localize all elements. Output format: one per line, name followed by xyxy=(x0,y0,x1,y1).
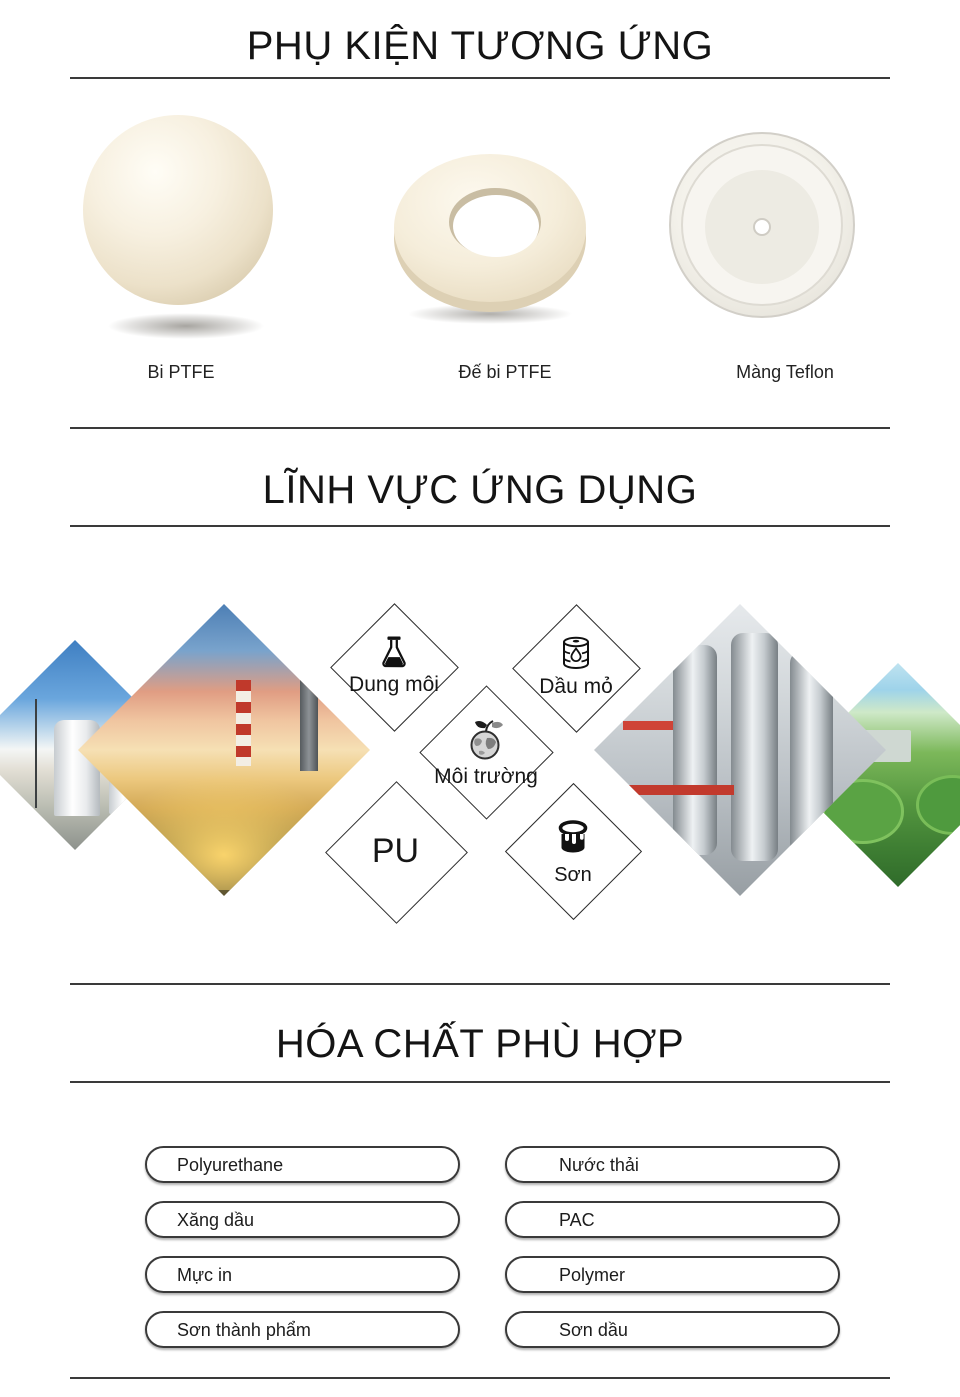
gray-chimney-shape xyxy=(300,651,318,771)
lawn-circle-shape xyxy=(916,775,960,835)
application-label: Dung môi xyxy=(349,673,439,697)
storage-tank-shape xyxy=(54,720,100,817)
chemical-pill-son-dau: Sơn dầu xyxy=(505,1311,840,1348)
teflon-diaphragm-image xyxy=(667,130,857,320)
chemical-pill-nuoc-thai: Nước thải xyxy=(505,1146,840,1183)
chemical-pill-polymer: Polymer xyxy=(505,1256,840,1293)
divider xyxy=(70,1377,890,1379)
chemical-pill-son-thanh-pham: Sơn thành phẩm xyxy=(145,1311,460,1348)
chemical-pill-polyurethane: Polyurethane xyxy=(145,1146,460,1183)
chemical-pill-xang-dau: Xăng dầu xyxy=(145,1201,460,1238)
applications-collage xyxy=(0,526,960,984)
application-item-solvent xyxy=(334,618,454,714)
application-label: PU xyxy=(371,832,420,870)
ptfe-ball-graphic xyxy=(78,110,288,350)
application-item-oil xyxy=(516,619,636,715)
application-label: Sơn xyxy=(554,864,592,886)
ptfe-ball-image xyxy=(78,110,288,350)
ptfe-ball-seat-graphic xyxy=(390,146,590,336)
pipe-shape xyxy=(731,633,778,861)
flask-icon xyxy=(379,635,409,669)
product-caption: Màng Teflon xyxy=(736,362,834,382)
application-item-paint xyxy=(513,802,633,902)
application-item-pu xyxy=(346,802,445,901)
oil-barrel-icon xyxy=(558,635,594,671)
divider xyxy=(70,1081,890,1083)
chemicals-title: HÓA CHẤT PHÙ HỢP xyxy=(275,1022,685,1066)
striped-chimney-shape xyxy=(236,680,251,766)
plant-lights-glow xyxy=(107,773,341,890)
application-item-environment xyxy=(421,703,551,803)
applications-title: LĨNH VỰC ỨNG DỤNG xyxy=(262,468,698,512)
chemical-pill-muc-in: Mực in xyxy=(145,1256,460,1293)
red-structure-shape xyxy=(612,785,735,795)
chemical-pill-pac: PAC xyxy=(505,1201,840,1238)
teflon-diaphragm-graphic xyxy=(667,130,857,320)
divider xyxy=(70,983,890,985)
paint-bucket-icon xyxy=(553,818,593,860)
light-pole-shape xyxy=(35,699,37,808)
divider xyxy=(70,427,890,429)
product-caption: Bi PTFE xyxy=(147,362,215,382)
ptfe-ball-seat-image xyxy=(390,146,590,336)
pipe-shape xyxy=(673,645,717,855)
pipe-shape xyxy=(790,651,834,855)
product-caption: Đế bi PTFE xyxy=(458,362,552,382)
divider xyxy=(70,77,890,79)
application-label: Môi trường xyxy=(434,765,538,789)
accessories-title: PHỤ KIỆN TƯƠNG ỨNG xyxy=(246,24,714,68)
earth-plant-icon xyxy=(465,717,507,761)
application-label: Dầu mỏ xyxy=(539,675,613,699)
